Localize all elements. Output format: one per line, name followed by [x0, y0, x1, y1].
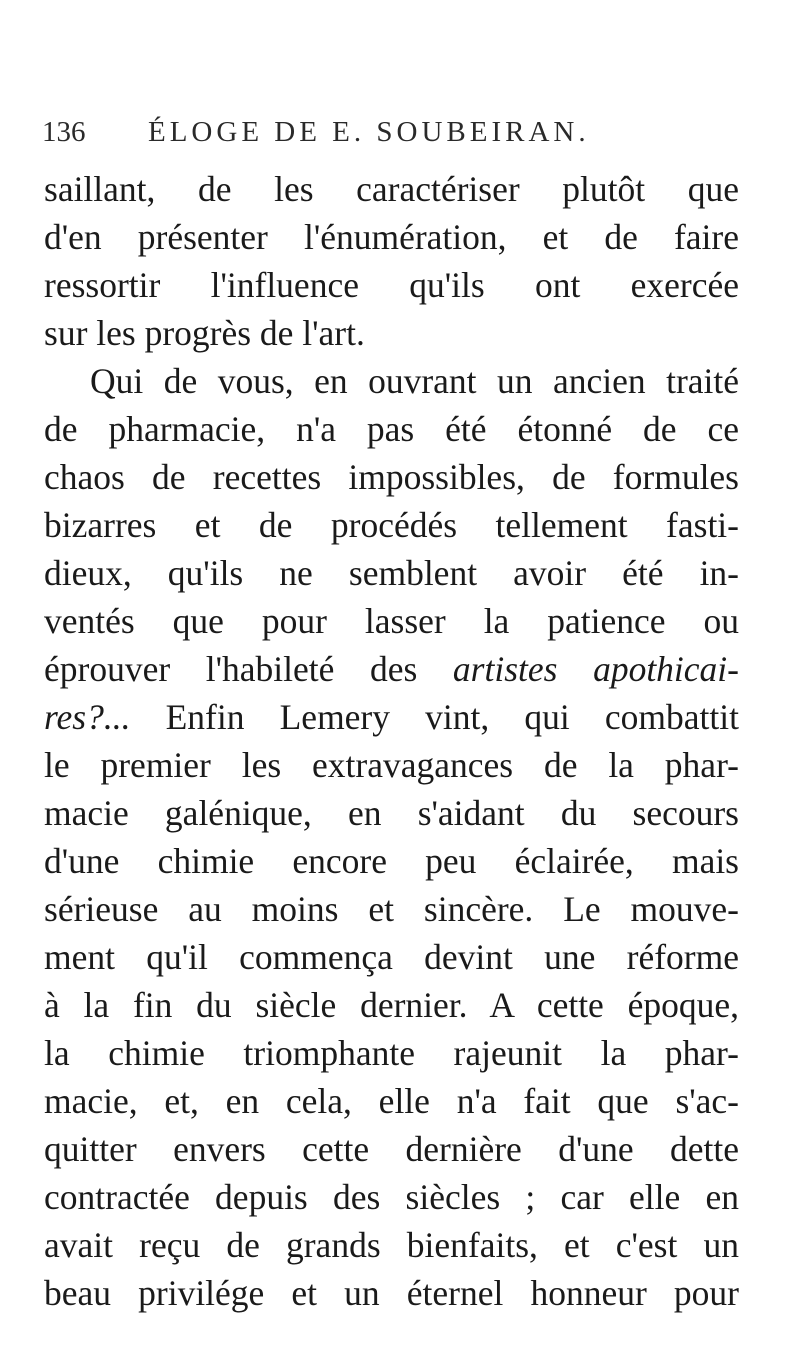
text-line: chaos de recettes impossibles, de formules — [44, 457, 739, 497]
text-line: beau privilége et un éternel honneur pour — [44, 1273, 739, 1313]
text-line — [44, 645, 739, 693]
text-line: quitter envers cette dernière d'une dette — [44, 1129, 739, 1169]
text-segment: Enfin Lemery vint, qui combattit — [130, 697, 739, 737]
text-line: macie, et, en cela, elle n'a fait que s'ac- — [44, 1081, 739, 1121]
text-line: bizarres et de procédés tellement fasti- — [44, 505, 739, 545]
text-line: la chimie triomphante rajeunit la phar- — [44, 1033, 739, 1073]
text-line: contractée depuis des siècles ; car elle en — [44, 1177, 739, 1217]
text-line: ventés que pour lasser la patience ou — [44, 601, 739, 641]
text-line: sérieuse au moins et sincère. Le mouve- — [44, 889, 739, 929]
text-line — [44, 693, 739, 741]
running-title: ÉLOGE DE E. SOUBEIRAN. — [148, 116, 590, 148]
text-line: sur les progrès de l'art. — [44, 313, 365, 353]
text-line: Qui de vous, en ouvrant un ancien traité — [90, 361, 739, 401]
text-line: d'en présenter l'énumération, et de faire — [44, 217, 739, 257]
text-segment: éprouver l'habileté des — [44, 649, 453, 689]
text-line: de pharmacie, n'a pas été étonné de ce — [44, 409, 739, 449]
text-line: à la fin du siècle dernier. A cette époque, — [44, 985, 739, 1025]
italic-text: res?... — [44, 697, 131, 737]
text-line: dieux, qu'ils ne semblent avoir été in- — [44, 553, 739, 593]
page-number: 136 — [42, 116, 86, 148]
italic-text: artistes apothicai- — [452, 649, 739, 689]
text-line: ressortir l'influence qu'ils ont exercée — [44, 265, 739, 305]
page-header — [42, 114, 762, 150]
text-line: saillant, de les caractériser plutôt que — [44, 169, 739, 209]
text-line: le premier les extravagances de la phar- — [44, 745, 739, 785]
text-line: d'une chimie encore peu éclairée, mais — [44, 841, 739, 881]
text-line: ment qu'il commença devint une réforme — [44, 937, 739, 977]
text-line: avait reçu de grands bienfaits, et c'est un — [44, 1225, 739, 1265]
text-line: macie galénique, en s'aidant du secours — [44, 793, 739, 833]
